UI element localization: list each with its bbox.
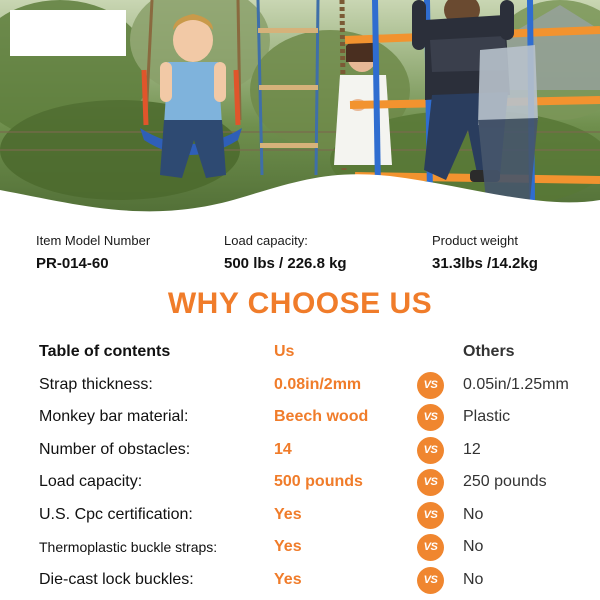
product-photo xyxy=(0,0,600,230)
us-value: 0.08in/2mm xyxy=(274,375,362,393)
table-row xyxy=(0,499,600,532)
feature-label: Thermoplastic buckle straps: xyxy=(39,539,218,555)
others-value: No xyxy=(463,538,484,555)
spec-value: 31.3lbs /14.2kg xyxy=(432,255,538,272)
vs-badge-icon: VS xyxy=(417,372,444,399)
spec-label: Product weight xyxy=(432,233,518,248)
table-row xyxy=(0,369,600,402)
spec-label: Load capacity: xyxy=(224,233,308,248)
others-value: 12 xyxy=(463,440,481,458)
others-value: No xyxy=(463,505,484,523)
others-value: Plastic xyxy=(463,408,511,425)
feature-label: Monkey bar material: xyxy=(39,408,189,425)
feature-label: Strap thickness: xyxy=(39,375,153,393)
spec-product-weight xyxy=(432,233,538,274)
comparison-table xyxy=(0,336,600,596)
column-header-feature: Table of contents xyxy=(39,343,171,360)
spec-summary xyxy=(0,233,600,277)
why-choose-us-heading: WHY CHOOSE US xyxy=(167,287,433,320)
us-value: 14 xyxy=(274,440,292,458)
spec-model-number xyxy=(36,233,150,274)
vs-badge-icon: VS xyxy=(417,469,444,496)
us-value: 500 pounds xyxy=(274,473,363,490)
feature-label: U.S. Cpc certification: xyxy=(39,505,193,523)
us-value: Beech wood xyxy=(274,408,369,425)
column-header-us: Us xyxy=(274,343,295,360)
us-value: Yes xyxy=(274,570,302,588)
spec-value: PR-014-60 xyxy=(36,255,109,272)
table-row xyxy=(0,434,600,467)
column-header-others: Others xyxy=(463,343,515,360)
table-row xyxy=(0,531,600,564)
others-value: 250 pounds xyxy=(463,473,547,490)
feature-label: Number of obstacles: xyxy=(39,440,191,458)
spec-value: 500 lbs / 226.8 kg xyxy=(224,255,347,272)
others-value: 0.05in/1.25mm xyxy=(463,375,569,393)
vs-badge-icon: VS xyxy=(417,404,444,431)
table-row xyxy=(0,564,600,597)
us-value: Yes xyxy=(274,538,302,555)
table-row xyxy=(0,466,600,499)
others-value: No xyxy=(463,570,484,588)
feature-label: Load capacity: xyxy=(39,473,143,490)
spec-load-capacity xyxy=(224,233,347,274)
us-value: Yes xyxy=(274,505,302,523)
brand-logo-area xyxy=(10,10,126,56)
vs-badge-icon: VS xyxy=(417,567,444,594)
vs-badge-icon: VS xyxy=(417,502,444,529)
vs-badge-icon: VS xyxy=(417,437,444,464)
comparison-header-row xyxy=(0,336,600,369)
table-row xyxy=(0,401,600,434)
adult-man xyxy=(478,45,538,200)
feature-label: Die-cast lock buckles: xyxy=(39,570,194,588)
spec-label: Item Model Number xyxy=(36,233,151,248)
vs-badge-icon: VS xyxy=(417,534,444,561)
